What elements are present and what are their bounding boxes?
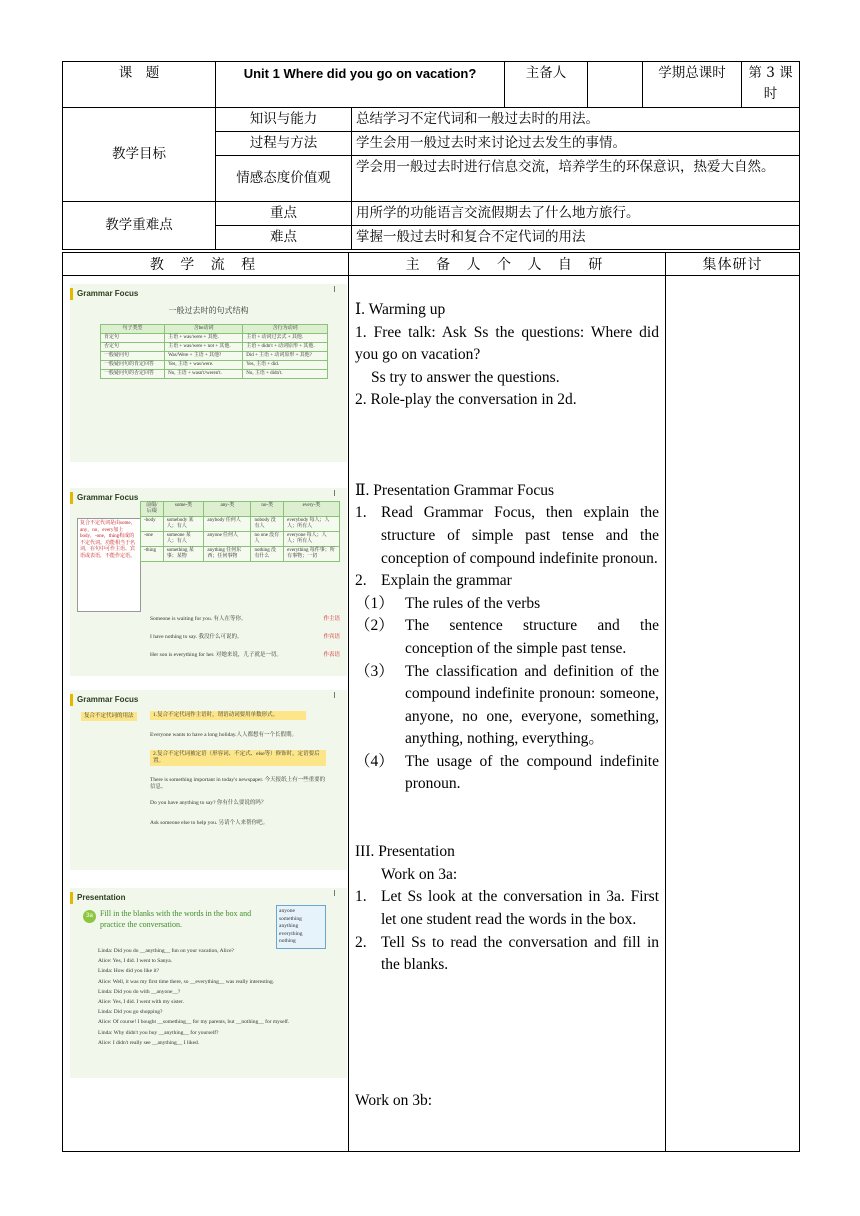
group-study-column	[666, 276, 800, 1152]
sub-item	[355, 661, 659, 751]
preparer-value	[588, 62, 643, 108]
instruction: Fill in the blanks with the words in the box and practice the conversation.	[100, 909, 252, 929]
badge-3a: 3a	[83, 910, 96, 923]
cell: Was/Were + 主语 + 其他?	[165, 352, 243, 361]
definition-note: 复合不定代词是由some，any，no，every加上body，-one，thing构成的不定代词。功能相当于名词，在句中可作主语、宾语或表语，不能作定语。	[77, 518, 141, 612]
slide-pronoun-usage	[70, 690, 347, 870]
topic-label: 课 题	[63, 62, 216, 108]
cell: 否定句	[101, 343, 165, 352]
cell: nothing 没有什么	[251, 547, 284, 562]
sub-number: （4）	[355, 752, 394, 770]
cell: anybody 任何人	[204, 517, 251, 532]
conversation-line: Alice: Yes, I did. I went to Sanya.	[98, 958, 173, 965]
sub-item	[355, 615, 659, 660]
flow-col-process: 教 学 流 程	[63, 253, 349, 276]
cell: no one 没有人	[251, 532, 284, 547]
sub-text: The sentence structure and the conception of the simple past tense.	[405, 617, 659, 657]
cell: nobody 没有人	[251, 517, 284, 532]
conversation-line: Alice: I didn't really see __anything__ I liked.	[98, 1039, 200, 1046]
example-text: Someone is waiting for you. 有人在等你。	[150, 616, 247, 622]
conversation-line: Linda: Why didn't you buy __anything__ for yourself?	[98, 1029, 219, 1036]
example-tag: 作表语	[323, 652, 340, 658]
header-table	[62, 61, 800, 250]
cell: 肯定句	[101, 334, 165, 343]
step-text: Tell Ss to read the conversation and fill in the blanks.	[381, 933, 659, 974]
sub-text: The classification and definition of the compound indefinite pronoun: someone, anyone, no one, everyone, something, anything, nothing, everything。	[405, 662, 659, 748]
step-text: 2. Role-play the conversation in 2d.	[355, 391, 577, 409]
step-text: Let Ss look at the conversation in 3a. First let one student read the words in the box.	[381, 888, 659, 929]
section-presentation: III. Presentation	[355, 843, 455, 861]
example-2: There is something important in today's newspaper. 今天报纸上有一些重要的信息。	[150, 777, 326, 790]
goal-text: 总结学习不定代词和一般过去时的用法。	[352, 108, 800, 132]
sub-text: The rules of the verbs	[405, 594, 541, 612]
conversation-line: Alice: Well, it was my first time there, so __everything__ was really interesting.	[98, 978, 275, 985]
cell: 前缀/后缀	[141, 502, 164, 517]
conversation-line: Linda: Did you do with __anyone__?	[98, 988, 181, 995]
lesson-plan	[62, 61, 799, 1152]
cell: anything 任何东西；任何事物	[204, 547, 251, 562]
cell: something 某事；某物	[163, 547, 204, 562]
cell: everyone 每人；人人；所有人	[284, 532, 340, 547]
example-3: Do you have anything to say? 你有什么要说的吗？	[150, 800, 267, 806]
self-study-column	[349, 276, 666, 1152]
cell: every-类	[284, 502, 340, 517]
cell: 含be动词	[165, 325, 243, 334]
example-4: Ask someone else to help you. 另请个人来帮你吧。	[150, 820, 269, 826]
box-word: nothing	[279, 938, 296, 944]
step-text: Ss try to answer the questions.	[371, 368, 560, 386]
slide-tab: Grammar Focus	[70, 694, 138, 706]
step-item	[355, 502, 659, 570]
cell: Yes, 主语 + did.	[243, 361, 328, 370]
cell: -one	[141, 532, 164, 547]
box-word: anyone	[279, 908, 295, 914]
slide-indefinite-pronouns	[70, 488, 347, 676]
sub-number: （3）	[355, 662, 394, 680]
example-text: Her son is everything for her. 对她来说，儿子就是一切。	[150, 652, 282, 658]
box-word: everything	[279, 930, 303, 937]
cell: 句子类型	[101, 325, 165, 334]
step-text: Explain the grammar	[381, 572, 512, 590]
cell: 主语 + didn't + 动词原形 + 其他.	[243, 343, 328, 352]
conversation-line: Alice: Yes, I did. I went with my sister.	[98, 999, 184, 1006]
sub-heading: Work on 3b:	[355, 1091, 433, 1109]
sub-item	[355, 593, 659, 616]
slides-column	[63, 276, 349, 1152]
step-text: Read Grammar Focus, then explain the structure of simple past tense and the conception of compound indefinite pronoun.	[381, 504, 659, 567]
cell: anyone 任何人	[204, 532, 251, 547]
step-text: 1. Free talk: Ask Ss the questions: Where did you go on vacation?	[355, 323, 659, 364]
sub-item	[355, 751, 659, 796]
section-grammar-focus: Ⅱ. Presentation Grammar Focus	[355, 481, 555, 499]
step-number: 2.	[355, 933, 367, 951]
slide-title: 一般过去时的句式结构	[168, 306, 249, 315]
lesson-label: 第 3 课时	[742, 62, 800, 108]
example-line	[150, 616, 340, 623]
cell: -thing	[141, 547, 164, 562]
usage-label: 复合不定代词的用法	[81, 712, 137, 721]
key-name: 重点	[216, 202, 352, 226]
goals-label: 教学目标	[63, 108, 216, 202]
cell: some-类	[163, 502, 204, 517]
total-hours-label: 学期总课时	[643, 62, 742, 108]
conversation	[98, 946, 343, 1048]
box-word: anything	[279, 923, 299, 929]
example-tag: 作宾语	[323, 634, 340, 640]
cell: any-类	[204, 502, 251, 517]
cell: everybody 每人；人人；所有人	[284, 517, 340, 532]
conversation-line: Alice: Of course! I bought __something__ for my parents, but __nothing__ for myself.	[98, 1019, 290, 1026]
word-box	[276, 905, 326, 949]
step-item	[355, 886, 659, 931]
past-tense-table	[100, 324, 328, 379]
key-label: 教学重难点	[63, 202, 216, 250]
key-text: 用所学的功能语言交流假期去了什么地方旅行。	[352, 202, 800, 226]
slide-presentation-3a	[70, 888, 347, 1078]
cell: 一般疑问句的否定回答	[101, 370, 165, 379]
slide-tab: Grammar Focus	[70, 288, 138, 300]
cell: everything 每件事；所有事物；一切	[284, 547, 340, 562]
cell: 含行为动词	[243, 325, 328, 334]
sub-heading: Work on 3a:	[381, 865, 458, 883]
cell: 一般疑问句	[101, 352, 165, 361]
example-1: Everyone wants to have a long holiday.人人都想有一个长假期。	[150, 732, 298, 738]
cell: No, 主语 + wasn't/weren't.	[165, 370, 243, 379]
sub-number: （2）	[355, 617, 394, 635]
section-warming-up: Ⅰ. Warming up	[355, 301, 446, 318]
slide-tab: Grammar Focus	[70, 492, 138, 504]
example-line	[150, 652, 340, 659]
step-number: 2.	[355, 572, 367, 590]
goal-text: 学会用一般过去时进行信息交流，培养学生的环保意识，热爱大自然。	[352, 156, 800, 202]
goal-name: 知识与能力	[216, 108, 352, 132]
slide-tab: Presentation	[70, 892, 125, 904]
step-number: 1.	[355, 888, 367, 906]
sub-number: （1）	[355, 594, 394, 612]
preparer-label: 主备人	[505, 62, 588, 108]
goal-name: 过程与方法	[216, 132, 352, 156]
box-word: something	[279, 915, 302, 922]
conversation-line: Linda: Did you go shopping?	[98, 1009, 163, 1016]
example-line	[150, 634, 340, 641]
cell: someone 某人；有人	[163, 532, 204, 547]
flow-col-self-study: 主 备 人 个 人 自 研	[349, 253, 666, 276]
pronoun-table	[140, 501, 340, 562]
cell: 一般疑问句的肯定回答	[101, 361, 165, 370]
conversation-line: Linda: How did you like it?	[98, 968, 159, 975]
flow-col-group: 集体研讨	[666, 253, 800, 276]
cell: 主语 + was/were + 其他.	[165, 334, 243, 343]
cell: no-类	[251, 502, 284, 517]
goal-name: 情感态度价值观	[216, 156, 352, 202]
step-item	[355, 570, 659, 593]
step-item	[355, 932, 659, 977]
conversation-line: Linda: Did you do __anything__ fun on your vacation, Alice?	[98, 948, 234, 954]
key-text: 掌握一般过去时和复合不定代词的用法	[352, 226, 800, 250]
sub-text: The usage of the compound indefinite pronoun.	[405, 752, 659, 793]
goal-text: 学生会用一般过去时来讨论过去发生的事情。	[352, 132, 800, 156]
key-name: 难点	[216, 226, 352, 250]
flow-table	[62, 252, 800, 1152]
example-text: I have nothing to say. 我没什么可说的。	[150, 634, 243, 640]
rule-1: 1.复合不定代词作主语时，谓语动词要用单数形式。	[150, 711, 306, 720]
cell: 主语 + was/were + not + 其他.	[165, 343, 243, 352]
lesson-steps	[349, 276, 665, 1112]
slide-past-tense	[70, 284, 347, 462]
cell: somebody 某人；有人	[163, 517, 204, 532]
cell: 主语 + 动词过去式 + 其他.	[243, 334, 328, 343]
cell: No, 主语 + didn't.	[243, 370, 328, 379]
cell: -body	[141, 517, 164, 532]
topic-value: Unit 1 Where did you go on vacation?	[216, 62, 505, 108]
rule-2: 2.复合不定代词被定语（形容词、不定式、else等）修饰时，定语要后置。	[150, 750, 326, 766]
step-number: 1.	[355, 504, 367, 522]
cell: Yes, 主语 + was/were.	[165, 361, 243, 370]
cell: Did + 主语 + 动词原形 + 其他?	[243, 352, 328, 361]
example-tag: 作主语	[323, 616, 340, 622]
